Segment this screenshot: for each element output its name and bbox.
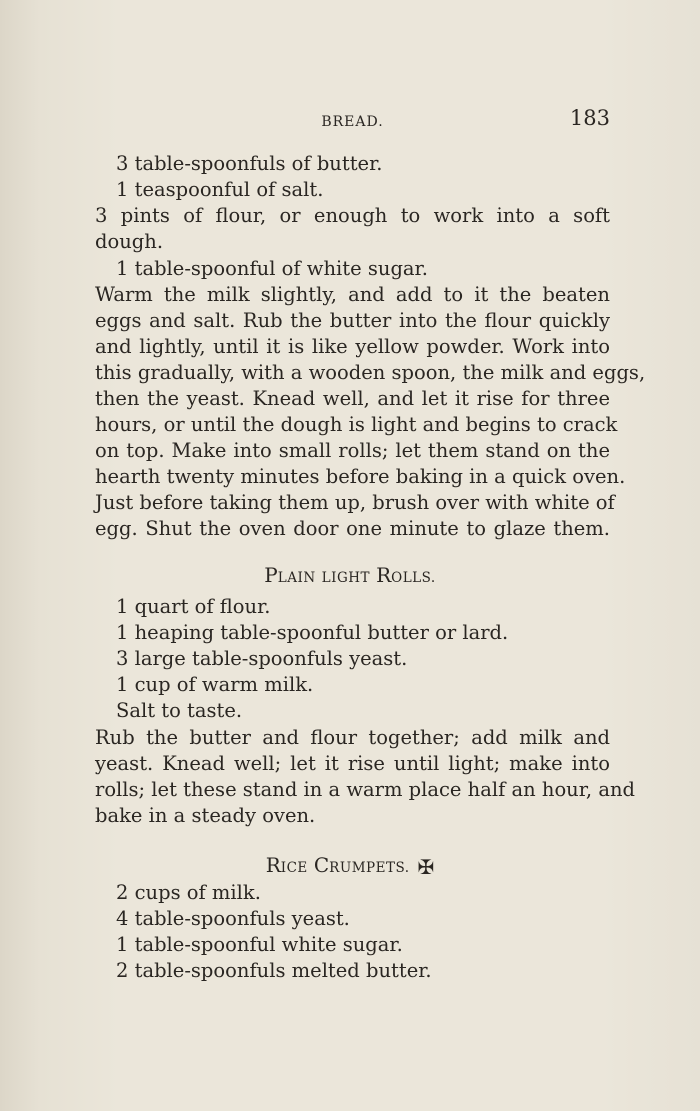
instruction-line: and lightly, until it is like yellow powder. Work into [95,335,610,358]
recipe-title-plain-light-rolls: PLAIN LIGHT ROLLS. [264,563,436,587]
instruction-line: on top. Make into small rolls; let them stand on the [95,439,610,462]
recipe-title-rice-crumpets: RICE CRUMPETS. ✠ [265,853,435,879]
instruction-line: Just before taking them up, brush over with white of [95,491,615,514]
ingredient-line: 4 table-spoonfuls yeast. [116,907,350,930]
instruction-line: rolls; let these stand in a warm place half an hour, and [95,778,635,801]
ingredient-line: 2 table-spoonfuls melted butter. [116,959,432,982]
ingredient-line: 1 table-spoonful of white sugar. [116,257,428,280]
ingredient-line: 1 heaping table-spoonful butter or lard. [116,621,509,644]
instruction-line: bake in a steady oven. [95,804,316,827]
page-number: 183 [569,106,610,130]
instruction-line: yeast. Knead well; let it rise until light; make into [95,752,610,775]
instruction-line: Rub the butter and flour together; add milk and [95,726,610,749]
running-head: BREAD. [321,114,384,130]
ingredient-line: 3 pints of flour, or enough to work into a soft [95,204,610,227]
instruction-line: this gradually, with a wooden spoon, the milk and eggs, [95,361,646,384]
instruction-line: then the yeast. Knead well, and let it rise for three [95,387,610,410]
ingredient-line: 3 large table-spoonfuls yeast. [116,647,408,670]
ingredient-line: 1 quart of flour. [116,595,271,618]
ingredient-line: 3 table-spoonfuls of butter. [116,152,383,175]
cross-ornament-icon: ✠ [417,855,435,879]
ingredient-line-continued: dough. [95,230,164,253]
ingredient-line: Salt to taste. [116,699,243,722]
instruction-line: hours, or until the dough is light and begins to crack [95,413,618,436]
page-header [95,106,610,136]
instruction-line: egg. Shut the oven door one minute to glaze them. [95,517,610,540]
ingredient-line: 2 cups of milk. [116,881,261,904]
ingredient-line: 1 table-spoonful white sugar. [116,933,403,956]
ingredient-line: 1 teaspoonful of salt. [116,178,324,201]
instruction-line: Warm the milk slightly, and add to it the beaten [95,283,610,306]
instruction-line: hearth twenty minutes before baking in a quick oven. [95,465,626,488]
ingredient-line: 1 cup of warm milk. [116,673,314,696]
instruction-line: eggs and salt. Rub the butter into the flour quickly [95,309,610,332]
